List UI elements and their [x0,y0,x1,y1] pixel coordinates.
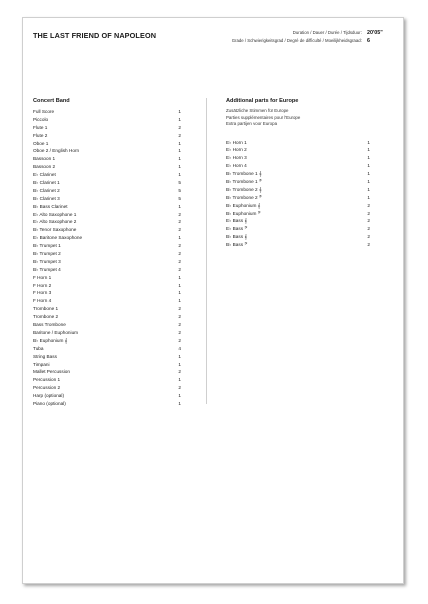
part-quantity: 1 [178,274,181,280]
part-quantity: 1 [178,148,181,154]
part-row [33,297,181,305]
duration-value: 20'05" [367,30,383,36]
part-name: B♭ Bass Clarinet [33,203,68,209]
part-row [226,146,370,154]
part-row [226,233,370,241]
part-quantity: 1 [178,203,181,209]
part-name: E♭ Horn 1 [226,139,247,145]
part-quantity: 1 [367,186,370,192]
part-quantity: 2 [178,243,181,249]
part-row [33,203,181,211]
part-quantity: 2 [367,234,370,240]
part-name: Percussion 1 [33,377,61,383]
part-quantity: 1 [178,361,181,367]
part-quantity: 2 [178,132,181,138]
duration-line [167,29,387,37]
part-quantity: 1 [178,290,181,296]
part-quantity: 2 [178,227,181,233]
part-name: B♭ Trumpet 2 [33,251,61,257]
part-row [33,376,181,384]
part-row [33,211,181,219]
part-row [226,217,370,225]
part-name: Harp (optional) [33,393,65,399]
part-quantity: 1 [178,109,181,114]
part-name: Flute 1 [33,124,48,130]
part-name: E♭ Horn 4 [226,163,247,169]
part-name: B♭ Clarinet 3 [33,195,60,201]
part-quantity: 1 [178,377,181,383]
part-quantity: 2 [367,202,370,208]
europe-parts [226,139,370,249]
grade-value: 6 [367,38,370,44]
part-quantity: 1 [178,172,181,178]
part-row [33,305,181,313]
part-row [33,242,181,250]
part-name: Flute 2 [33,132,48,138]
part-row [226,178,370,186]
part-name: Bass Trombone [33,322,66,328]
concert-band-heading: Concert Band [33,98,70,104]
part-row [33,124,181,132]
part-quantity: 1 [178,400,181,406]
column-divider [206,98,207,404]
part-name: Piano (optional) [33,400,66,406]
part-row [226,202,370,210]
grade-line [167,37,387,45]
part-quantity: 1 [178,298,181,304]
part-name: F Horn 4 [33,298,52,304]
part-row [33,250,181,258]
part-row [33,171,181,179]
part-row [226,162,370,170]
part-quantity: 5 [178,180,181,186]
part-quantity: 1 [367,155,370,161]
part-quantity: 2 [178,251,181,257]
part-quantity: 2 [178,258,181,264]
part-name: Trombone 1 [33,306,59,312]
part-row [226,170,370,178]
part-row [226,210,370,218]
part-quantity: 1 [367,163,370,169]
part-row [33,400,181,408]
part-name: B♭ Trombone 1 𝄞 [226,171,262,177]
part-quantity: 2 [178,329,181,335]
part-row [33,368,181,376]
part-row [226,194,370,202]
part-name: B♭ Clarinet 2 [33,187,60,193]
concert-band-list [33,98,181,408]
part-quantity: 1 [178,235,181,241]
part-row [33,274,181,282]
part-quantity: 4 [178,345,181,351]
part-quantity: 1 [367,147,370,153]
part-row [33,155,181,163]
part-name: String Bass [33,353,57,359]
part-quantity: 1 [178,156,181,162]
part-name: Timpani [33,361,50,367]
part-quantity: 1 [367,171,370,177]
part-row [33,140,181,148]
part-row [226,241,370,249]
part-row [33,353,181,361]
part-name: E♭ Horn 3 [226,155,247,161]
part-row [33,187,181,195]
part-quantity: 2 [178,306,181,312]
part-name: B♭ Trumpet 3 [33,258,61,264]
part-quantity: 1 [178,116,181,122]
europe-subtitles [226,108,370,128]
part-row [33,361,181,369]
part-row [33,163,181,171]
europe-heading: Additional parts for Europe [226,98,299,104]
europe-subtitle: Zusätzliche Stimmen für Europe [226,108,289,113]
part-name: Tuba [33,345,44,351]
part-row [33,282,181,290]
part-quantity: 2 [178,314,181,320]
europe-subtitle: Parties supplémentaires pour l'Europe [226,114,301,120]
part-quantity: 2 [367,210,370,216]
part-name: B♭ Trombone 1 𝄢 [226,178,262,184]
part-quantity: 2 [178,385,181,391]
part-name: Bassoon 2 [33,164,56,170]
part-quantity: 2 [178,337,181,343]
part-name: B♭ Euphonium 𝄢 [226,210,261,216]
part-row [33,329,181,337]
part-name: B♭ Trombone 2 𝄞 [226,186,262,192]
part-name: E♭ Baritone Saxophone [33,235,83,241]
piece-meta [167,29,387,45]
part-row [33,218,181,226]
part-name: B♭ Euphonium 𝄞 [33,337,68,343]
part-row [33,313,181,321]
part-quantity: 2 [178,266,181,272]
part-name: B♭ Trombone 2 𝄢 [226,194,262,200]
part-row [226,139,370,147]
part-row [33,392,181,400]
grade-label: Grade / Schwierigkeitsgrad / Degré de difficulté / Moeilijkheidsgraad: [231,38,362,43]
part-name: B♭ Tenor Saxophone [33,227,77,233]
part-row [33,234,181,242]
part-row [33,337,181,345]
part-name: E♭ Bass 𝄞 [226,218,248,224]
part-quantity: 1 [178,140,181,146]
part-name: E♭ Clarinet [33,172,56,178]
part-row [33,147,181,155]
part-name: E♭ Alto Saxophone 1 [33,211,77,217]
concert-band-parts [33,108,181,408]
part-name: Oboe 2 / English Horn [33,148,80,154]
part-name: B♭ Euphonium 𝄞 [226,202,261,208]
part-name: F Horn 1 [33,274,52,280]
part-quantity: 2 [367,218,370,224]
duration-label: Duration / Dauer / Durée / Tijdsduur: [292,30,362,35]
part-quantity: 1 [178,393,181,399]
part-row [33,226,181,234]
part-row [226,186,370,194]
part-name: Bassoon 1 [33,156,56,162]
europe-parts-list [226,98,370,249]
part-name: E♭ Alto Saxophone 2 [33,219,77,225]
part-quantity: 2 [178,219,181,225]
part-row [33,132,181,140]
part-name: B♭ Trumpet 1 [33,243,61,249]
part-name: Mallet Percussion [33,369,70,375]
part-name: B♭ Trumpet 4 [33,266,61,272]
europe-subtitle: Extra partijen voor Europa [226,121,278,126]
part-quantity: 1 [178,353,181,359]
part-name: E♭ Bass 𝄢 [226,226,248,232]
part-name: Piccolo [33,116,49,122]
part-name: Percussion 2 [33,385,61,391]
part-quantity: 1 [367,194,370,200]
part-row [33,195,181,203]
part-quantity: 2 [178,124,181,130]
part-quantity: 5 [178,187,181,193]
part-name: B♭ Bass 𝄞 [226,234,248,240]
part-row [226,225,370,233]
part-row [33,258,181,266]
part-row [33,321,181,329]
part-quantity: 5 [178,195,181,201]
part-quantity: 1 [367,178,370,184]
part-row [33,384,181,392]
part-row [226,154,370,162]
part-name: E♭ Horn 2 [226,147,247,153]
part-name: F Horn 2 [33,282,52,288]
part-name: Trombone 2 [33,314,59,320]
part-name: F Horn 3 [33,290,52,296]
part-name: Oboe 1 [33,140,49,146]
part-name: Full Score [33,109,55,114]
part-quantity: 2 [178,211,181,217]
part-row [33,116,181,124]
part-row [33,108,181,116]
part-name: B♭ Clarinet 1 [33,180,60,186]
part-quantity: 1 [367,139,370,145]
part-quantity: 2 [367,226,370,232]
part-quantity: 1 [178,282,181,288]
score-page [22,17,404,584]
piece-title: THE LAST FRIEND OF NAPOLEON [33,31,157,40]
part-quantity: 2 [178,369,181,375]
part-row [33,289,181,297]
part-row [33,179,181,187]
part-name: B♭ Bass 𝄢 [226,242,248,248]
part-row [33,266,181,274]
part-name: Baritone / Euphonium [33,329,79,335]
part-quantity: 1 [178,164,181,170]
part-quantity: 2 [367,242,370,248]
part-quantity: 2 [178,322,181,328]
part-row [33,345,181,353]
